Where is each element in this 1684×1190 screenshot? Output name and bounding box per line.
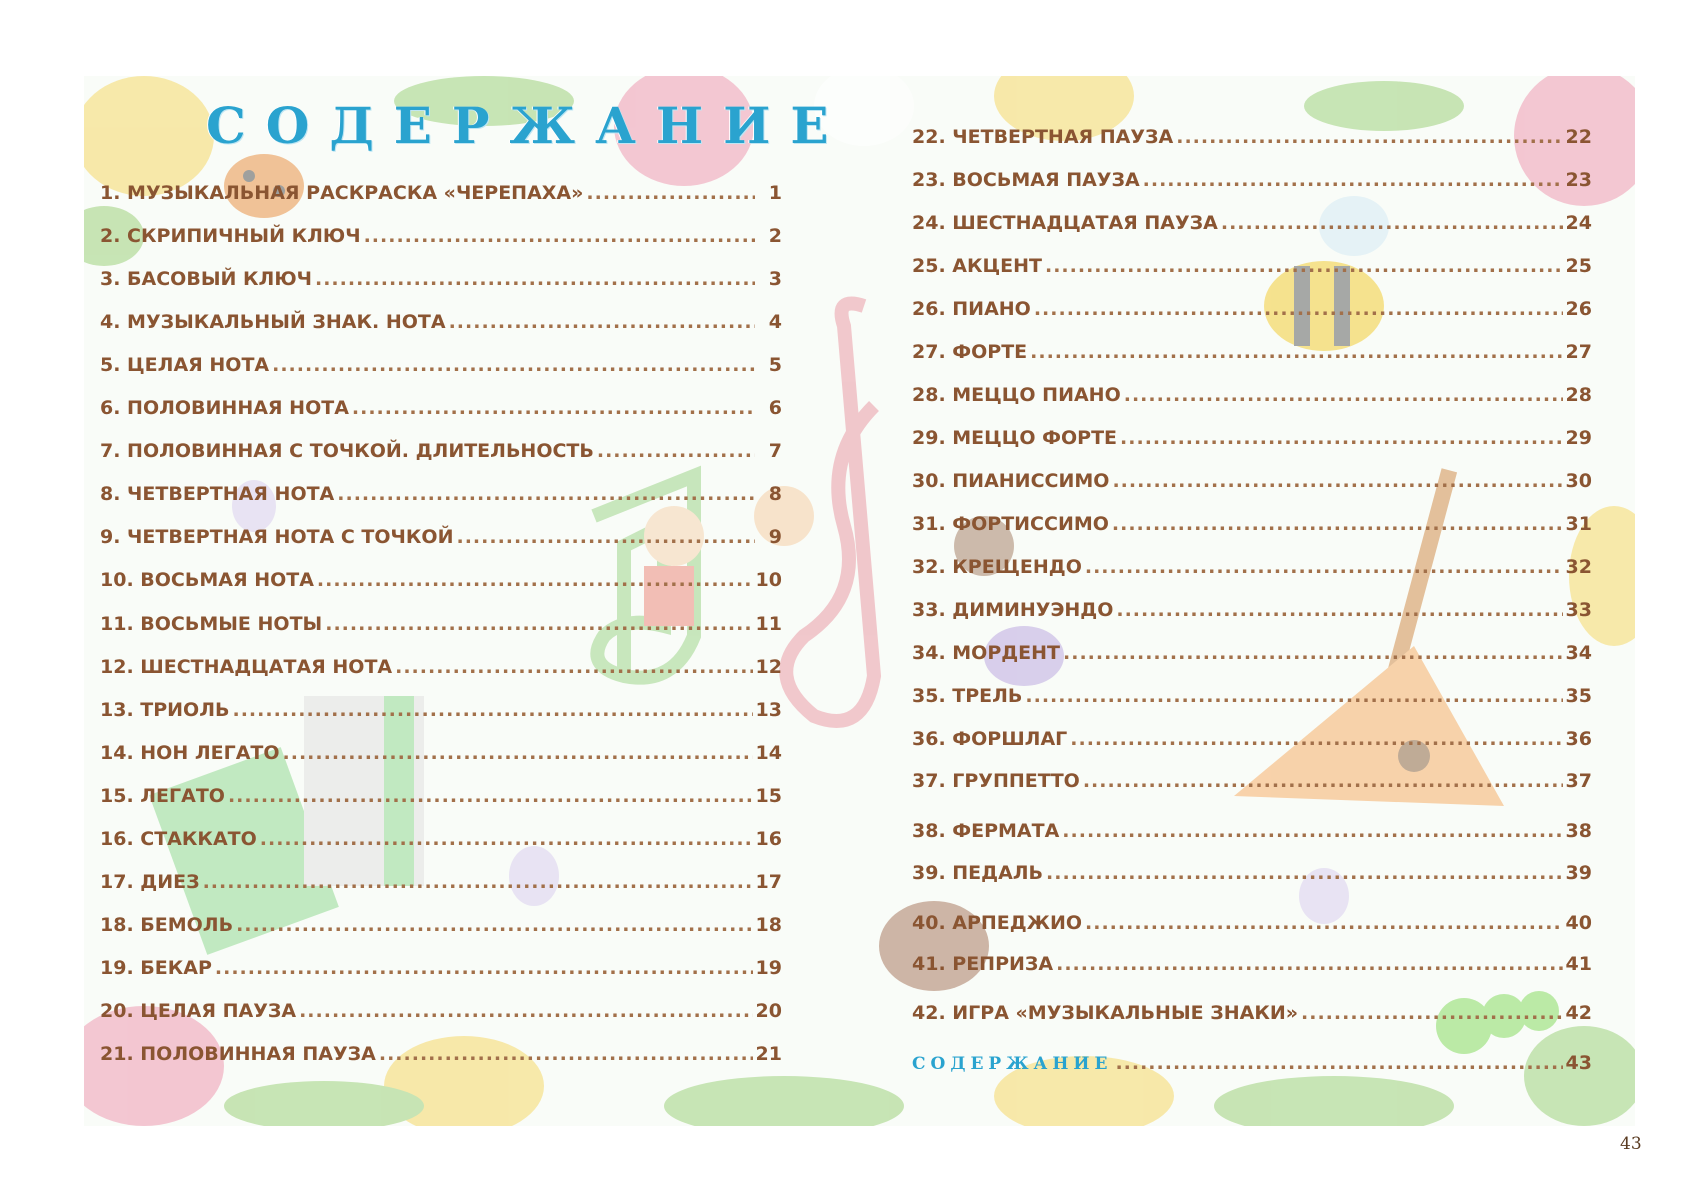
dot-leader [228, 785, 753, 807]
toc-entry-title: 10. ВОСЬМАЯ НОТА [100, 569, 314, 591]
toc-entry[interactable] [100, 182, 782, 212]
dot-leader [1112, 470, 1562, 492]
dot-leader [597, 440, 755, 462]
toc-entry[interactable] [912, 599, 1592, 629]
dot-leader [364, 225, 755, 247]
toc-entry[interactable] [100, 483, 782, 513]
toc-entry[interactable] [912, 1052, 1592, 1082]
toc-entry-title: 23. ВОСЬМАЯ ПАУЗА [912, 169, 1140, 191]
toc-entry-page: 42 [1565, 1002, 1592, 1024]
toc-entry-page: 26 [1565, 298, 1592, 320]
toc-entry[interactable] [100, 569, 782, 599]
toc-entry-title: 21. ПОЛОВИННАЯ ПАУЗА [100, 1043, 376, 1065]
toc-entry[interactable] [100, 526, 782, 556]
toc-entry-title: 28. МЕЦЦО ПИАНО [912, 384, 1121, 406]
dot-leader [1056, 953, 1562, 975]
toc-entry-title: 37. ГРУППЕТТО [912, 770, 1080, 792]
toc-entry-page: 36 [1565, 728, 1592, 750]
dot-leader [1221, 212, 1563, 234]
dot-leader [1116, 599, 1562, 621]
toc-entry[interactable] [100, 397, 782, 427]
dot-leader [1115, 1052, 1562, 1074]
dot-leader [283, 742, 753, 764]
toc-entry[interactable] [912, 298, 1592, 328]
toc-entry-page: 22 [1565, 126, 1592, 148]
toc-entry-page: 31 [1565, 513, 1592, 535]
dot-leader [315, 268, 755, 290]
toc-entry[interactable] [100, 268, 782, 298]
toc-entry[interactable] [100, 1000, 782, 1030]
toc-entry[interactable] [100, 656, 782, 686]
toc-entry-title: 42. ИГРА «МУЗЫКАЛЬНЫЕ ЗНАКИ» [912, 1002, 1299, 1024]
toc-entry-title: 11. ВОСЬМЫЕ НОТЫ [100, 613, 323, 635]
toc-entry-title: 8. ЧЕТВЕРТНАЯ НОТА [100, 483, 335, 505]
toc-entry-page: 39 [1565, 862, 1592, 884]
dot-leader [1085, 556, 1563, 578]
toc-entry[interactable] [912, 126, 1592, 156]
toc-entry[interactable] [912, 1002, 1592, 1032]
toc-entry-page: 14 [755, 742, 782, 764]
toc-entry[interactable] [912, 212, 1592, 242]
toc-entry-title: 12. ШЕСТНАДЦАТАЯ НОТА [100, 656, 393, 678]
toc-entry[interactable] [100, 914, 782, 944]
dot-leader [1030, 341, 1562, 363]
dot-leader [203, 871, 753, 893]
dot-leader [1034, 298, 1563, 320]
toc-entry[interactable] [100, 828, 782, 858]
toc-entry-title: 14. НОН ЛЕГАТО [100, 742, 280, 764]
dot-leader [1045, 255, 1563, 277]
toc-entry-page: 10 [755, 569, 782, 591]
dot-leader [352, 397, 755, 419]
toc-entry[interactable] [912, 912, 1592, 942]
dot-leader [1083, 770, 1563, 792]
toc-entry-page: 37 [1565, 770, 1592, 792]
toc-entry-page: 40 [1565, 912, 1592, 934]
toc-entry-title: 34. МОРДЕНТ [912, 642, 1061, 664]
toc-entry[interactable] [912, 255, 1592, 285]
toc-entry[interactable] [100, 613, 782, 643]
toc-entry-title: 3. БАСОВЫЙ КЛЮЧ [100, 268, 312, 290]
toc-entry-page: 4 [768, 311, 782, 333]
dot-leader [1120, 427, 1563, 449]
dot-leader [1301, 1002, 1563, 1024]
toc-entry-page: 12 [755, 656, 782, 678]
toc-entry[interactable] [100, 1043, 782, 1073]
dot-leader [1085, 912, 1563, 934]
toc-entry-title: 33. ДИМИНУЭНДО [912, 599, 1114, 621]
dot-leader [449, 311, 755, 333]
toc-entry[interactable] [100, 871, 782, 901]
toc-entry-title: 38. ФЕРМАТА [912, 820, 1060, 842]
toc-entry-page: 41 [1565, 953, 1592, 975]
dot-leader [232, 699, 752, 721]
toc-entry-page: 19 [755, 957, 782, 979]
dot-leader [337, 483, 755, 505]
toc-entry-title: 17. ДИЕЗ [100, 871, 200, 893]
toc-entry-page: 18 [755, 914, 782, 936]
toc-entry[interactable] [912, 728, 1592, 758]
toc-entry-title: 30. ПИАНИССИМО [912, 470, 1110, 492]
toc-entry[interactable] [100, 699, 782, 729]
toc-entry-page: 15 [755, 785, 782, 807]
toc-entry-title: 2. СКРИПИЧНЫЙ КЛЮЧ [100, 225, 361, 247]
toc-entry[interactable] [100, 785, 782, 815]
toc-entry-title: 15. ЛЕГАТО [100, 785, 225, 807]
toc-entry-page: 13 [755, 699, 782, 721]
toc-entry[interactable] [912, 427, 1592, 457]
dot-leader [457, 526, 756, 548]
toc-entry-page: 43 [1565, 1052, 1592, 1074]
toc-entry[interactable] [100, 354, 782, 384]
dot-leader [260, 828, 753, 850]
toc-entry[interactable] [100, 311, 782, 341]
toc-entry-page: 5 [768, 354, 782, 376]
toc-entry-page: 6 [768, 397, 782, 419]
toc-entry-title: 35. ТРЕЛЬ [912, 685, 1023, 707]
toc-entry[interactable] [100, 225, 782, 255]
toc-entry-page: 24 [1565, 212, 1592, 234]
toc-entry-page: 33 [1565, 599, 1592, 621]
dot-leader [1070, 728, 1562, 750]
toc-entry-page: 25 [1565, 255, 1592, 277]
toc-entry-title: 25. АКЦЕНТ [912, 255, 1042, 277]
toc-entry-title: 13. ТРИОЛЬ [100, 699, 230, 721]
toc-entry-title: 16. СТАККАТО [100, 828, 257, 850]
toc-entry-title: 29. МЕЦЦО ФОРТЕ [912, 427, 1118, 449]
dot-leader [299, 1000, 752, 1022]
dot-leader [1143, 169, 1563, 191]
toc-entry[interactable] [912, 470, 1592, 500]
toc-entry-title: 32. КРЕЩЕНДО [912, 556, 1082, 578]
toc-entry-page: 23 [1565, 169, 1592, 191]
toc-entry-page: 35 [1565, 685, 1592, 707]
toc-entry-page: 20 [755, 1000, 782, 1022]
toc-entry[interactable] [100, 957, 782, 987]
toc-entry-title: 22. ЧЕТВЕРТНАЯ ПАУЗА [912, 126, 1174, 148]
dot-leader [395, 656, 752, 678]
toc-entry-title: 39. ПЕДАЛЬ [912, 862, 1044, 884]
toc-entry-page: 11 [755, 613, 782, 635]
toc-entry[interactable] [912, 556, 1592, 586]
toc-entry-page: 3 [768, 268, 782, 290]
page-title: СОДЕРЖАНИЕ [206, 96, 849, 155]
toc-entry[interactable] [912, 169, 1592, 199]
toc-entry-page: 27 [1565, 341, 1592, 363]
dot-leader [586, 182, 755, 204]
dot-leader [317, 569, 753, 591]
dot-leader [1112, 513, 1563, 535]
toc-entry-title: 9. ЧЕТВЕРТНАЯ НОТА С ТОЧКОЙ [100, 526, 454, 548]
toc-entry-title: 41. РЕПРИЗА [912, 953, 1054, 975]
dot-leader [236, 914, 752, 936]
toc-entry-page: 8 [768, 483, 782, 505]
toc-entry-title: 31. ФОРТИССИМО [912, 513, 1109, 535]
dot-leader [1124, 384, 1563, 406]
toc-entry[interactable] [912, 685, 1592, 715]
toc-entry-page: 29 [1565, 427, 1592, 449]
toc-entry[interactable] [912, 642, 1592, 672]
toc-entry-title: 24. ШЕСТНАДЦАТАЯ ПАУЗА [912, 212, 1218, 234]
toc-entry[interactable] [912, 770, 1592, 800]
toc-entry-title: 36. ФОРШЛАГ [912, 728, 1068, 750]
toc-entry-title: 27. ФОРТЕ [912, 341, 1028, 363]
toc-entry-page: 16 [755, 828, 782, 850]
toc-entry-title: 7. ПОЛОВИННАЯ С ТОЧКОЙ. ДЛИТЕЛЬНОСТЬ [100, 440, 594, 462]
toc-entry-page: 9 [768, 526, 782, 548]
toc-entry[interactable] [912, 513, 1592, 543]
toc-entry[interactable] [912, 384, 1592, 414]
page-number: 43 [1620, 1134, 1642, 1154]
toc-entry-title: 18. БЕМОЛЬ [100, 914, 234, 936]
dot-leader [1176, 126, 1562, 148]
toc-entry-page: 17 [755, 871, 782, 893]
toc-entry-page: 21 [755, 1043, 782, 1065]
toc-entry-page: 38 [1565, 820, 1592, 842]
toc-entry-page: 34 [1565, 642, 1592, 664]
toc-entry[interactable] [912, 862, 1592, 892]
toc-entry-title: 6. ПОЛОВИННАЯ НОТА [100, 397, 349, 419]
dot-leader [325, 613, 752, 635]
toc-entry-title: 40. АРПЕДЖИО [912, 912, 1083, 934]
toc-entry-page: 1 [768, 182, 782, 204]
dot-leader [272, 354, 755, 376]
dot-leader [1062, 820, 1562, 842]
toc-entry-page: 28 [1565, 384, 1592, 406]
dot-leader [1063, 642, 1563, 664]
toc-entry-title: 4. МУЗЫКАЛЬНЫЙ ЗНАК. НОТА [100, 311, 446, 333]
toc-entry-title: 26. ПИАНО [912, 298, 1031, 320]
toc-entry-title: 20. ЦЕЛАЯ ПАУЗА [100, 1000, 297, 1022]
dot-leader [1025, 685, 1562, 707]
toc-entry-title: 19. БЕКАР [100, 957, 212, 979]
toc-entry[interactable] [100, 440, 782, 470]
dot-leader [379, 1043, 753, 1065]
dot-leader [215, 957, 753, 979]
toc-entry-title: СОДЕРЖАНИЕ [912, 1054, 1113, 1074]
toc-entry-page: 30 [1565, 470, 1592, 492]
toc-entry[interactable] [912, 820, 1592, 850]
toc-entry-title: 5. ЦЕЛАЯ НОТА [100, 354, 270, 376]
toc-entry-page: 32 [1565, 556, 1592, 578]
toc-entry-page: 7 [768, 440, 782, 462]
toc-entry[interactable] [100, 742, 782, 772]
contents-spread [84, 76, 1635, 1126]
dot-leader [1046, 862, 1563, 884]
toc-entry[interactable] [912, 341, 1592, 371]
toc-entry[interactable] [912, 953, 1592, 983]
toc-entry-title: 1. МУЗЫКАЛЬНАЯ РАСКРАСКА «ЧЕРЕПАХА» [100, 182, 584, 204]
toc-entry-page: 2 [768, 225, 782, 247]
